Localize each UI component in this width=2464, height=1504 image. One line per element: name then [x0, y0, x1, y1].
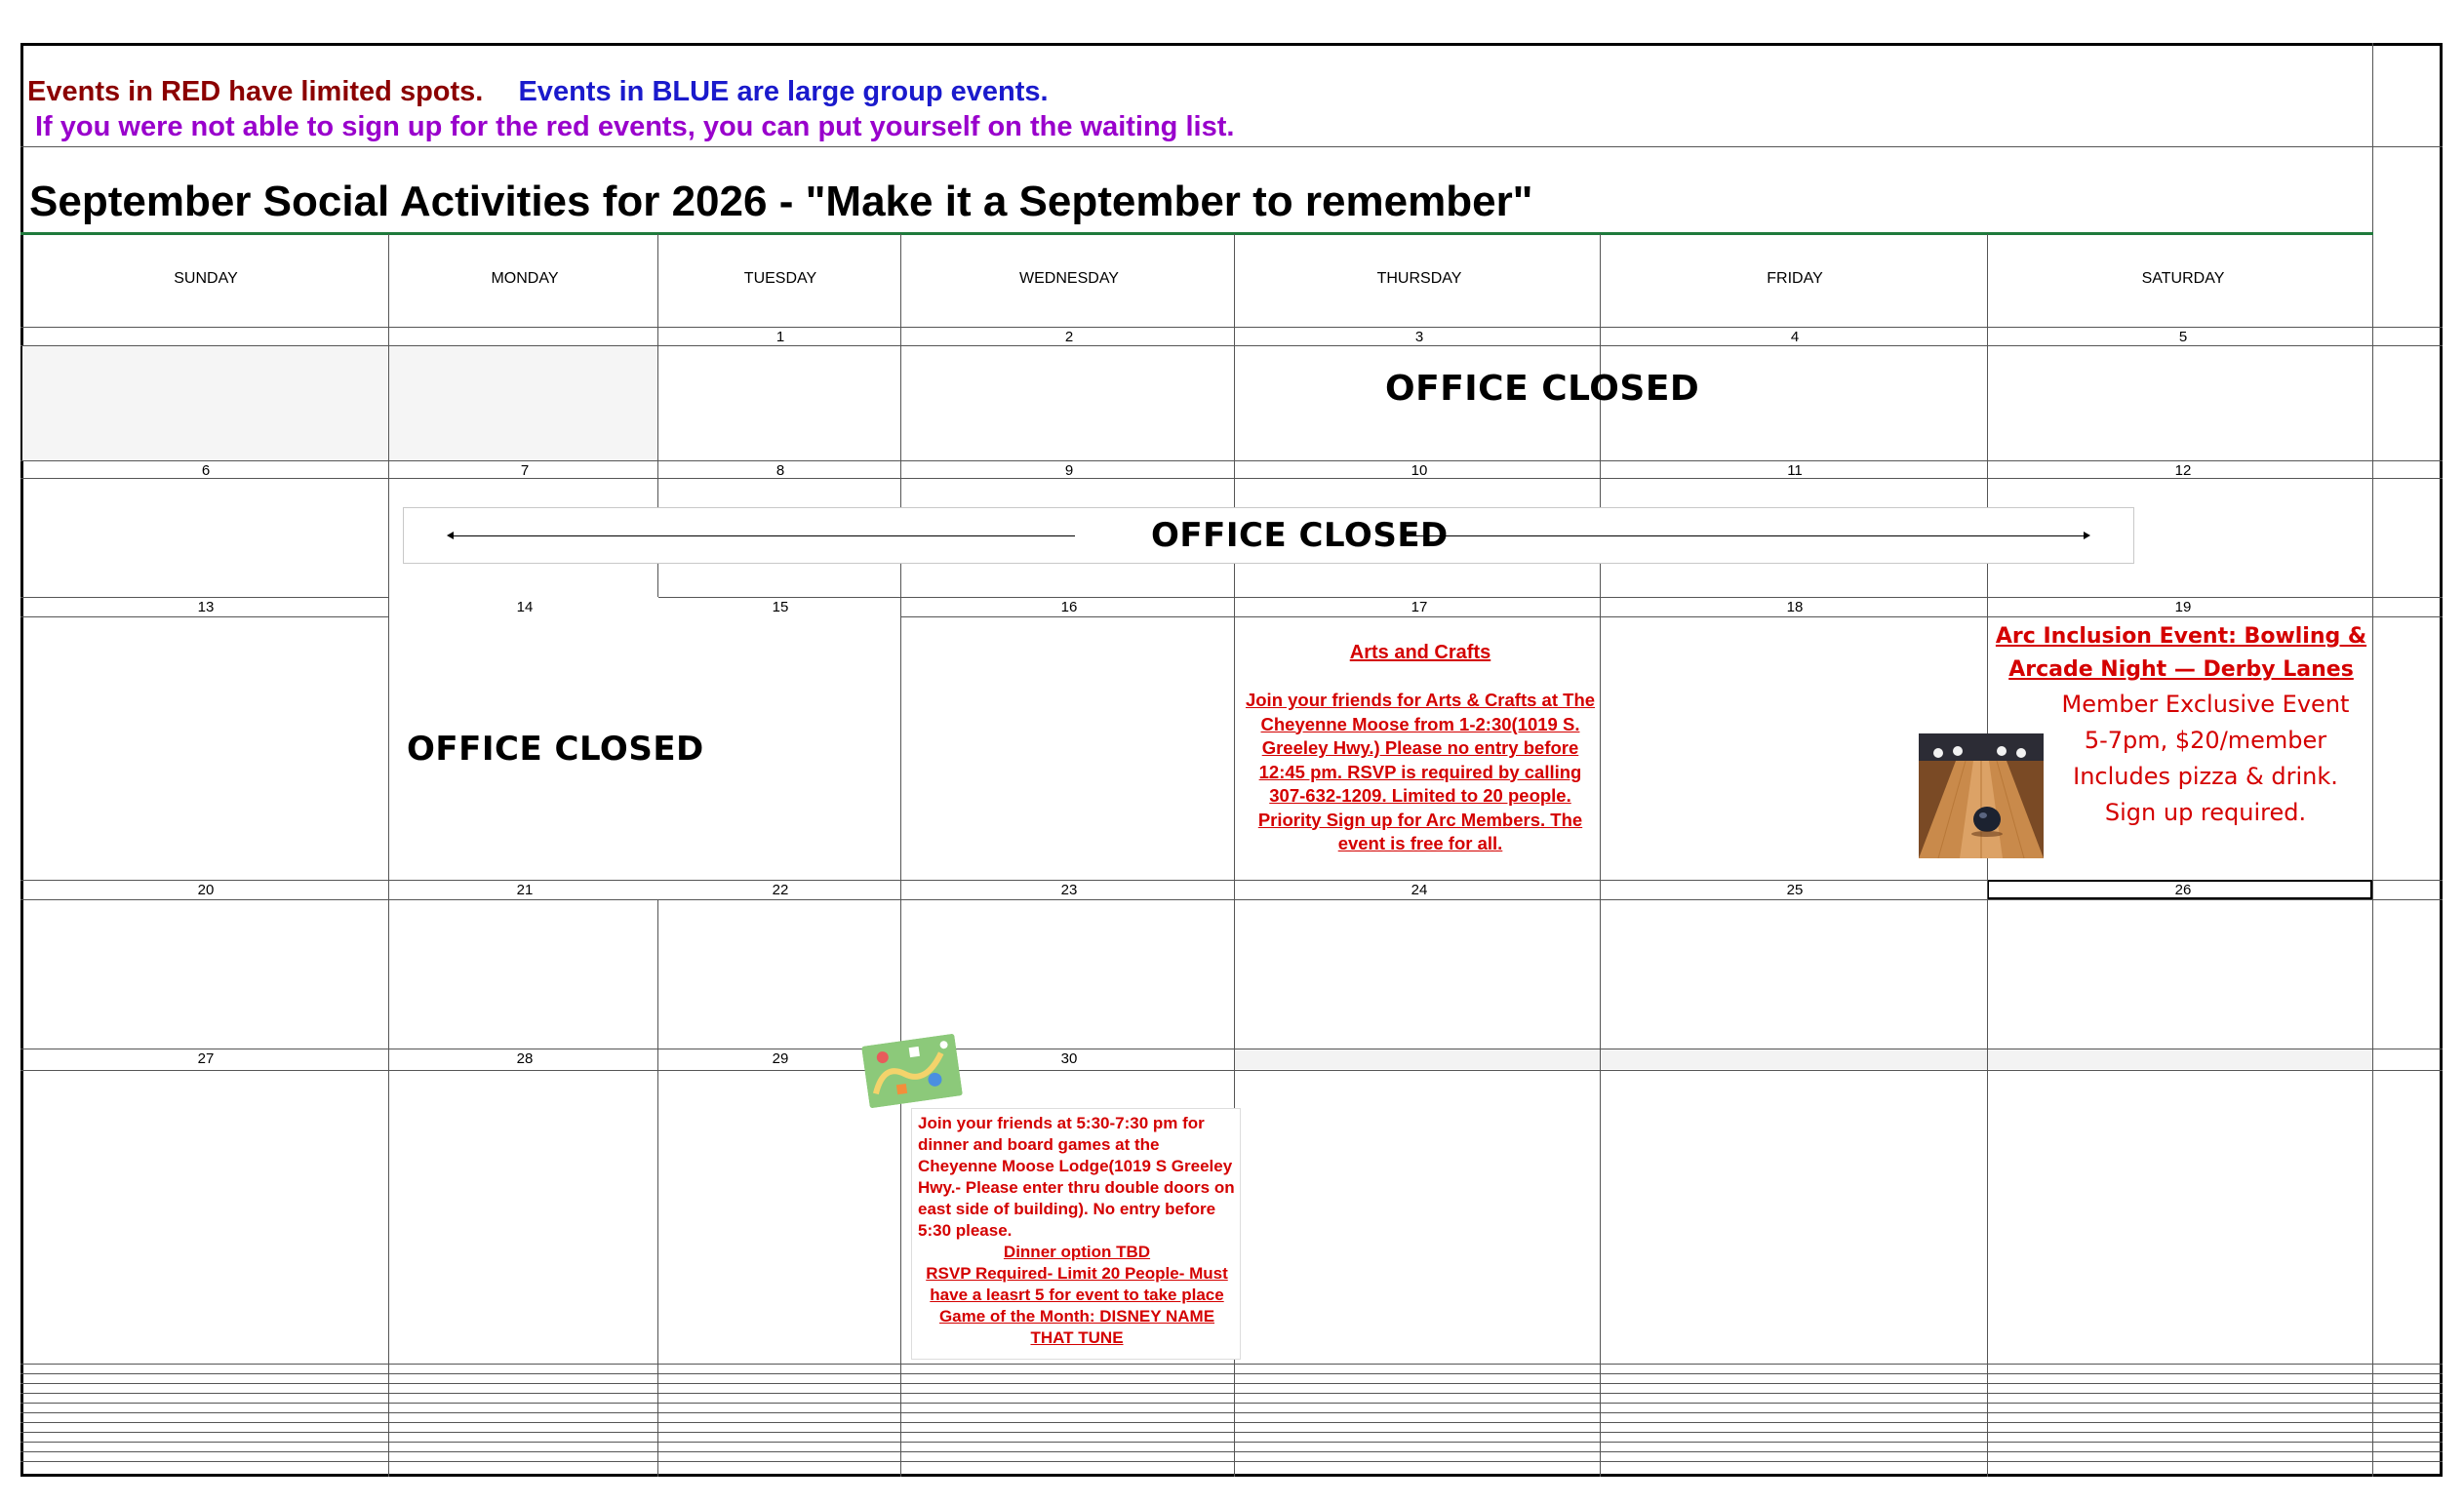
grid-line	[20, 1383, 2443, 1384]
weekday-sunday: SUNDAY	[174, 270, 238, 287]
day-number: 25	[1786, 882, 1804, 898]
weekday-wednesday: WEDNESDAY	[1019, 270, 1119, 287]
bowling-line-4: Sign up required.	[2104, 799, 2307, 826]
grid-line	[20, 1461, 2443, 1462]
day-number: 7	[520, 462, 530, 479]
grid-line	[900, 234, 901, 1477]
day-number: 10	[1411, 462, 1428, 479]
day-number: 8	[775, 462, 785, 479]
day-number: 5	[2178, 329, 2188, 345]
grid-line	[20, 1364, 2443, 1365]
right-column-line	[2372, 43, 2373, 1477]
day-number: 9	[1064, 462, 1074, 479]
grid-line	[20, 616, 389, 617]
grid-line	[20, 327, 2443, 328]
grid-line	[658, 597, 2443, 598]
weekday-tuesday: TUESDAY	[743, 270, 817, 287]
bowling-ball-lane-image	[1919, 733, 2044, 858]
day-number: 30	[1060, 1050, 1078, 1067]
blank-cell-monday	[389, 346, 657, 460]
day-number: 4	[1790, 329, 1800, 345]
day-number: 14	[516, 599, 534, 615]
board-games-event[interactable]	[911, 1108, 1241, 1360]
grid-line	[20, 1412, 2443, 1413]
day-number: 29	[772, 1050, 789, 1067]
office-closed-week3: OFFICE CLOSED	[407, 730, 704, 769]
day-number: 23	[1060, 882, 1078, 898]
legend-line-1	[27, 76, 1049, 108]
day-number: 24	[1411, 882, 1428, 898]
grid-line	[20, 1393, 2443, 1394]
grid-line	[20, 460, 2443, 461]
grid-line	[20, 1432, 2443, 1433]
grid-line	[1600, 234, 1601, 1477]
board-games-game: Game of the Month: DISNEY NAME THAT TUNE	[938, 1307, 1215, 1347]
day-number: 27	[197, 1050, 215, 1067]
blank-row-strip	[1235, 1049, 2372, 1069]
grid-line	[20, 899, 2443, 900]
grid-line	[901, 616, 2443, 617]
day-number: 11	[1787, 462, 1803, 479]
arrow-left-line	[451, 535, 1075, 536]
day-number: 2	[1064, 329, 1074, 345]
day-number: 17	[1411, 599, 1428, 615]
day-number: 28	[516, 1050, 534, 1067]
weekday-saturday: SATURDAY	[2141, 270, 2225, 287]
board-games-rsvp: RSVP Required- Limit 20 People- Must have a leasrt 5 for event to take place	[926, 1264, 1228, 1304]
arts-crafts-event[interactable]	[1241, 640, 1600, 856]
grid-line	[657, 899, 658, 1477]
grid-line	[20, 1070, 2443, 1071]
day-number: 1	[775, 329, 785, 345]
day-number: 13	[197, 599, 215, 615]
legend-blue-text: Events in BLUE are large group events.	[518, 76, 1049, 107]
blank-cell-sunday	[22, 346, 388, 460]
day-number: 22	[772, 882, 789, 898]
office-closed-week2: OFFICE CLOSED	[1151, 516, 1449, 555]
grid-line	[20, 1422, 2443, 1423]
day-number: 21	[516, 882, 534, 898]
office-closed-banner	[403, 507, 2134, 564]
arts-crafts-body: Join your friends for Arts & Crafts at The Cheyenne Moose from 1-2:30(1019 S. Greeley Hwy.) Please no entry before 12:45 pm. RSVP is required by calling 307-632-1209. Limited to 20 people. Priority Sign up for Arc Members. The event is free for all.	[1245, 690, 1596, 853]
page-title: September Social Activities for 2026 - "Make it a September to remember"	[29, 178, 1533, 225]
arts-crafts-title: Arts and Crafts	[1349, 642, 1491, 663]
grid-line	[20, 1373, 2443, 1374]
grid-line	[20, 478, 2443, 479]
day-number: 15	[772, 599, 789, 615]
day-number: 6	[201, 462, 211, 479]
title-underline	[20, 232, 2373, 235]
legend-red-text: Events in RED have limited spots.	[27, 76, 484, 107]
board-games-body: Join your friends at 5:30-7:30 pm for dinner and board games at the Cheyenne Moose Lodge(1019 S Greeley Hwy.- Please enter thru double doors on east side of building). No entry before 5:30 please.	[918, 1114, 1235, 1240]
arrow-left-icon	[447, 532, 454, 539]
weekday-friday: FRIDAY	[1767, 270, 1823, 287]
day-number: 20	[197, 882, 215, 898]
day-number: 19	[2174, 599, 2192, 615]
bowling-line-1: Member Exclusive Event	[2061, 691, 2350, 718]
bowling-title: Arc Inclusion Event: Bowling & Arcade Night — Derby Lanes	[1995, 624, 2367, 682]
weekday-monday: MONDAY	[491, 270, 559, 287]
legend-waitlist-text: If you were not able to sign up for the red events, you can put yourself on the waiting list.	[35, 111, 1235, 142]
bowling-line-3: Includes pizza & drink.	[2073, 763, 2338, 790]
day-number: 18	[1786, 599, 1804, 615]
bowling-event[interactable]	[1990, 620, 2372, 831]
office-closed-week1: OFFICE CLOSED	[1385, 369, 1700, 409]
day-number: 12	[2174, 462, 2192, 479]
board-games-dinner: Dinner option TBD	[1003, 1243, 1151, 1261]
grid-line	[20, 1403, 2443, 1404]
day-number: 3	[1414, 329, 1424, 345]
grid-line	[20, 345, 2443, 346]
arrow-right-line	[1403, 535, 2086, 536]
day-number: 26	[2174, 882, 2192, 898]
grid-line	[20, 1442, 2443, 1443]
day-number: 16	[1060, 599, 1078, 615]
legend-divider	[20, 146, 2443, 147]
grid-line	[20, 1451, 2443, 1452]
board-game-image	[861, 1034, 963, 1109]
arrow-right-icon	[2084, 532, 2090, 539]
weekday-thursday: THURSDAY	[1376, 270, 1462, 287]
grid-line	[20, 597, 389, 598]
bowling-line-2: 5-7pm, $20/member	[2084, 727, 2327, 754]
